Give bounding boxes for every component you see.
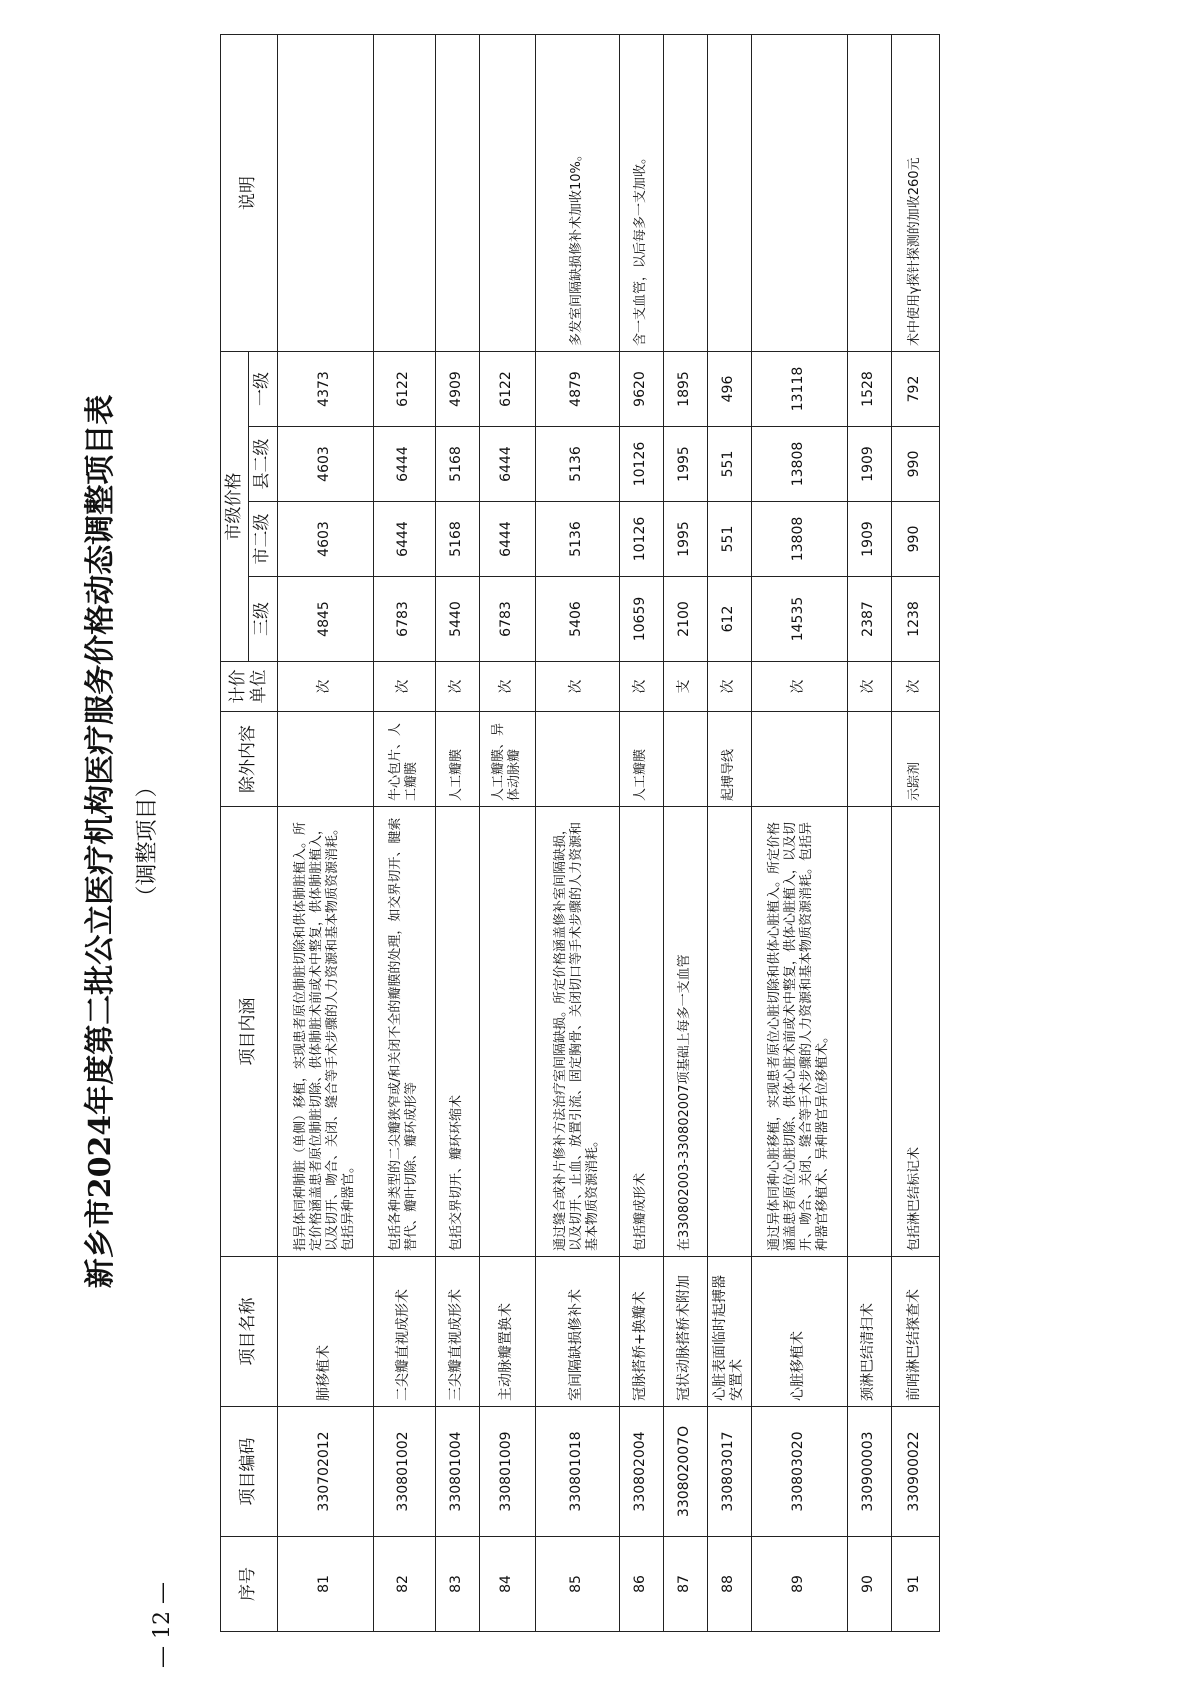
row-name: 心脏移植术 (751, 1257, 847, 1407)
row-content: 包括交界切开、瓣环环缩术 (435, 807, 479, 1257)
header-unit: 计价单位 (221, 662, 278, 712)
row-notes: 多发室间隔缺损修补术加收10%。 (535, 35, 619, 352)
row-county2: 10126 (619, 427, 663, 502)
row-level3: 2387 (847, 577, 891, 662)
row-city2: 6444 (373, 502, 435, 577)
row-content (479, 807, 535, 1257)
row-exclusions: 示踪剂 (891, 712, 939, 807)
header-content: 项目内涵 (221, 807, 278, 1257)
row-notes (373, 35, 435, 352)
row-unit: 次 (435, 662, 479, 712)
row-seq: 86 (619, 1537, 663, 1632)
row-city2: 1995 (663, 502, 707, 577)
row-name: 二尖瓣直视成形术 (373, 1257, 435, 1407)
row-content: 通过缝合或补片修补方法治疗室间隔缺损。所定价格涵盖修补室间隔缺损，以及切开、止血、放置引流、固定胸骨、关闭切口等手术步骤的人力资源和基本物质资源消耗。 (535, 807, 619, 1257)
row-unit: 次 (707, 662, 751, 712)
row-seq: 89 (751, 1537, 847, 1632)
row-code: 330801004 (435, 1407, 479, 1537)
table-row (277, 35, 373, 1632)
row-content: 指异体同种肺脏（单侧）移植，实现患者原位肺脏切除和供体肺脏植入。所定价格涵盖患者原位肺脏切除、供体肺脏术前或术中整复，供体肺脏植入，以及切开、吻合、关闭、缝合等手术步骤的人力资源和基本物质资源消耗。包括异种器官。 (277, 807, 373, 1257)
table-row (891, 35, 939, 1632)
row-content: 包括各种类型的二尖瓣狭窄或/和关闭不全的瓣膜的处理，如交界切开、腱索替代、瓣叶切除、瓣环成形等 (373, 807, 435, 1257)
row-unit: 次 (847, 662, 891, 712)
row-seq: 85 (535, 1537, 619, 1632)
table-row (707, 35, 751, 1632)
row-content: 通过异体同种心脏移植，实现患者原位心脏切除和供体心脏植入。所定价格涵盖患者原位心脏切除、供体心脏术前或术中整复，供体心脏植入，以及切开、吻合、关闭、缝合等手术步骤的人力资源和基本物质资源消耗。包括异种器官移植术、异种器官异位移植术。 (751, 807, 847, 1257)
row-notes (751, 35, 847, 352)
row-notes: 术中使用γ探针探测的加收260元 (891, 35, 939, 352)
row-seq: 88 (707, 1537, 751, 1632)
row-exclusions: 牛心包片、人工瓣膜 (373, 712, 435, 807)
row-notes (479, 35, 535, 352)
row-unit: 次 (479, 662, 535, 712)
row-county2: 6444 (479, 427, 535, 502)
row-notes (277, 35, 373, 352)
row-level1: 4373 (277, 352, 373, 427)
row-level1: 496 (707, 352, 751, 427)
header-notes: 说明 (221, 35, 278, 352)
row-level1: 792 (891, 352, 939, 427)
row-level1: 1895 (663, 352, 707, 427)
row-content: 包括淋巴结标记术 (891, 807, 939, 1257)
row-content: 包括瓣成形术 (619, 807, 663, 1257)
row-notes: 含一支血管，以后每多一支加收。 (619, 35, 663, 352)
table-row (751, 35, 847, 1632)
table-row (847, 35, 891, 1632)
row-level3: 5440 (435, 577, 479, 662)
row-seq: 82 (373, 1537, 435, 1632)
document-title: 新乡市2024年度第二批公立医疗机构医疗服务价格动态调整项目表 (83, 394, 118, 1289)
table-row (479, 35, 535, 1632)
row-exclusions (277, 712, 373, 807)
table-row (535, 35, 619, 1632)
row-seq: 84 (479, 1537, 535, 1632)
document-subtitle: （调整项目） (135, 775, 160, 908)
row-exclusions (535, 712, 619, 807)
row-name: 冠状动脉搭桥术附加 (663, 1257, 707, 1407)
row-content: 在330802003-330802007项基础上每多一支血管 (663, 807, 707, 1257)
row-level3: 2100 (663, 577, 707, 662)
header-name: 项目名称 (221, 1257, 278, 1407)
row-exclusions: 人工瓣膜 (435, 712, 479, 807)
row-code: 330803017 (707, 1407, 751, 1537)
row-notes (707, 35, 751, 352)
row-code: 330803020 (751, 1407, 847, 1537)
row-notes (663, 35, 707, 352)
row-unit: 次 (373, 662, 435, 712)
row-level3: 5406 (535, 577, 619, 662)
row-city2: 10126 (619, 502, 663, 577)
row-code: 330900022 (891, 1407, 939, 1537)
row-county2: 4603 (277, 427, 373, 502)
row-level3: 612 (707, 577, 751, 662)
row-code: 330802004 (619, 1407, 663, 1537)
row-seq: 91 (891, 1537, 939, 1632)
row-county2: 5136 (535, 427, 619, 502)
row-level1: 6122 (373, 352, 435, 427)
row-unit: 次 (535, 662, 619, 712)
row-city2: 551 (707, 502, 751, 577)
row-level1: 4879 (535, 352, 619, 427)
row-seq: 83 (435, 1537, 479, 1632)
row-name: 主动脉瓣置换术 (479, 1257, 535, 1407)
row-name: 心脏表面临时起搏器安置术 (707, 1257, 751, 1407)
row-city2: 6444 (479, 502, 535, 577)
row-level3: 10659 (619, 577, 663, 662)
table-row (373, 35, 435, 1632)
row-county2: 551 (707, 427, 751, 502)
header-level3: 三级 (249, 577, 277, 662)
row-level1: 1528 (847, 352, 891, 427)
row-code: 330801018 (535, 1407, 619, 1537)
table-row (619, 35, 663, 1632)
row-seq: 81 (277, 1537, 373, 1632)
row-exclusions: 人工瓣膜 (619, 712, 663, 807)
row-county2: 6444 (373, 427, 435, 502)
row-county2: 990 (891, 427, 939, 502)
row-notes (435, 35, 479, 352)
row-exclusions: 人工瓣膜、异体动脉瓣 (479, 712, 535, 807)
header-price-group: 市级价格 (221, 352, 249, 662)
row-level1: 13118 (751, 352, 847, 427)
row-notes (847, 35, 891, 352)
row-exclusions: 起搏导线 (707, 712, 751, 807)
row-unit: 次 (891, 662, 939, 712)
header-exclusions: 除外内容 (221, 712, 278, 807)
row-city2: 1909 (847, 502, 891, 577)
row-content (707, 807, 751, 1257)
row-county2: 1995 (663, 427, 707, 502)
row-unit: 次 (619, 662, 663, 712)
row-name: 肺移植术 (277, 1257, 373, 1407)
row-content (847, 807, 891, 1257)
header-level1: 一级 (249, 352, 277, 427)
row-level1: 4909 (435, 352, 479, 427)
row-level1: 6122 (479, 352, 535, 427)
row-unit: 次 (751, 662, 847, 712)
row-exclusions (847, 712, 891, 807)
row-code: 330801009 (479, 1407, 535, 1537)
price-table (220, 34, 940, 1632)
row-seq: 87 (663, 1537, 707, 1632)
row-level3: 6783 (479, 577, 535, 662)
row-name: 三尖瓣直视成形术 (435, 1257, 479, 1407)
row-city2: 5136 (535, 502, 619, 577)
row-level3: 4845 (277, 577, 373, 662)
header-seq: 序号 (221, 1537, 278, 1632)
row-city2: 5168 (435, 502, 479, 577)
row-level3: 6783 (373, 577, 435, 662)
row-city2: 4603 (277, 502, 373, 577)
page-number: — 12 — (150, 1582, 175, 1668)
header-code: 项目编码 (221, 1407, 278, 1537)
table-row (663, 35, 707, 1632)
row-seq: 90 (847, 1537, 891, 1632)
row-exclusions (663, 712, 707, 807)
row-city2: 13808 (751, 502, 847, 577)
row-code: 330702012 (277, 1407, 373, 1537)
header-row-1 (221, 35, 249, 1632)
row-level3: 1238 (891, 577, 939, 662)
row-level1: 9620 (619, 352, 663, 427)
row-exclusions (751, 712, 847, 807)
header-county2: 县二级 (249, 427, 277, 502)
row-name: 颈淋巴结清扫术 (847, 1257, 891, 1407)
table-body (277, 35, 939, 1632)
row-unit: 支 (663, 662, 707, 712)
row-county2: 1909 (847, 427, 891, 502)
row-code: 330801002 (373, 1407, 435, 1537)
row-name: 冠脉搭桥+换瓣术 (619, 1257, 663, 1407)
table-row (435, 35, 479, 1632)
header-city2: 市二级 (249, 502, 277, 577)
row-county2: 5168 (435, 427, 479, 502)
row-code: 330802007O (663, 1407, 707, 1537)
row-level3: 14535 (751, 577, 847, 662)
row-name: 前哨淋巴结探查术 (891, 1257, 939, 1407)
row-name: 室间隔缺损修补术 (535, 1257, 619, 1407)
row-code: 330900003 (847, 1407, 891, 1537)
row-county2: 13808 (751, 427, 847, 502)
row-unit: 次 (277, 662, 373, 712)
row-city2: 990 (891, 502, 939, 577)
